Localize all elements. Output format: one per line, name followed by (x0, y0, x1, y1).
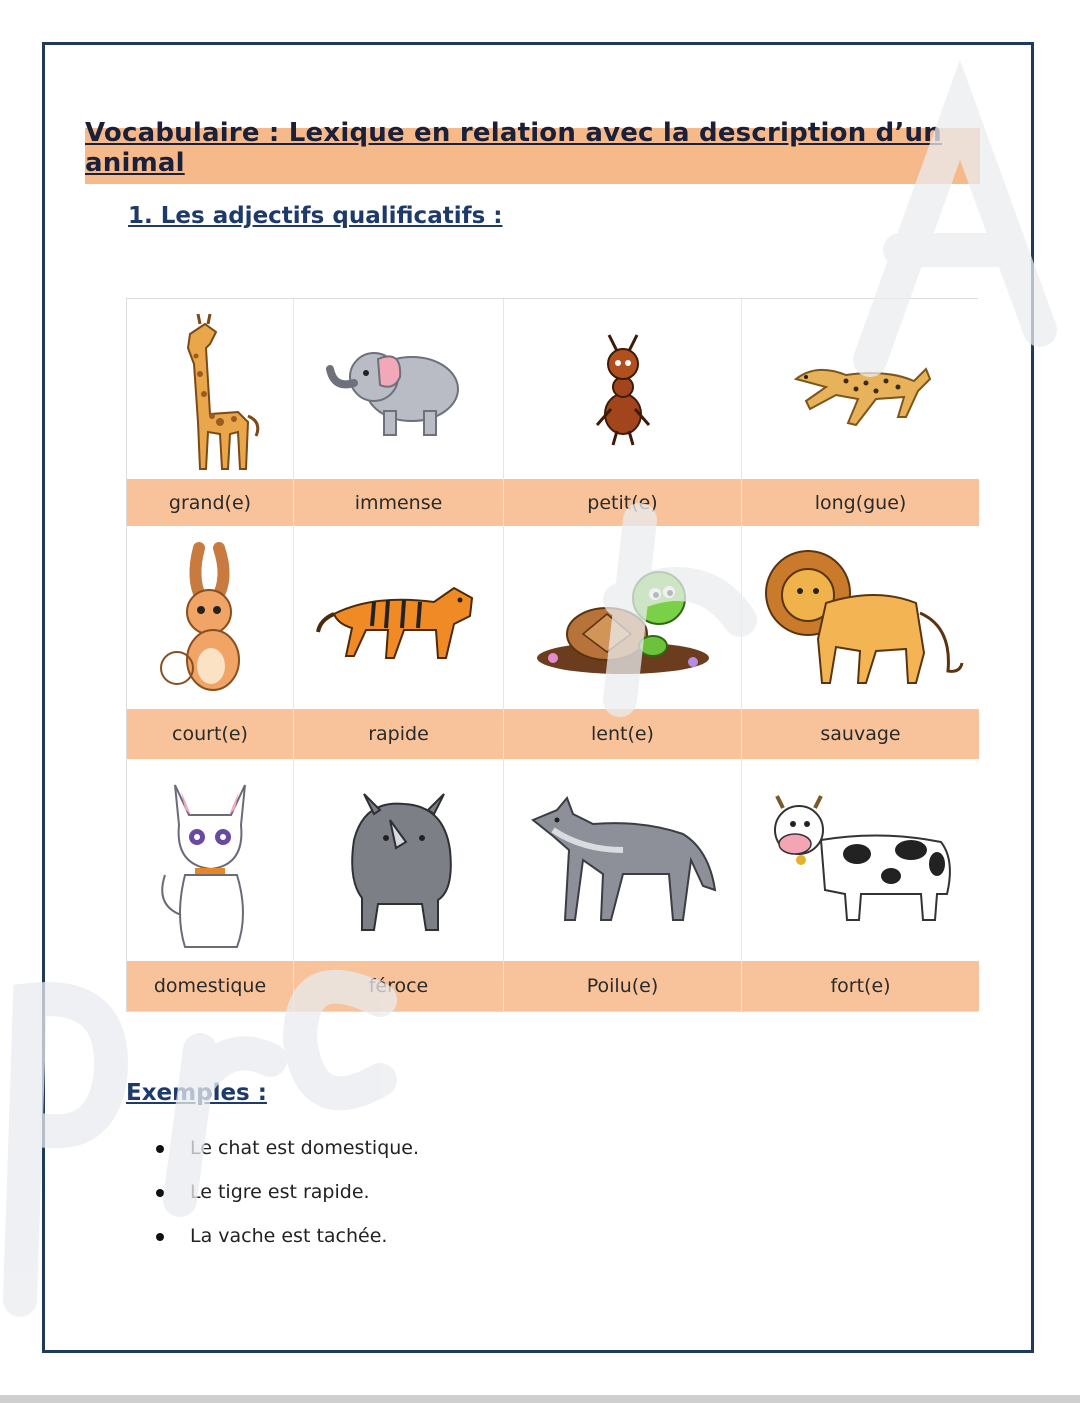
rabbit-icon (155, 538, 265, 698)
giraffe-icon (150, 304, 270, 474)
cheetah-icon (786, 339, 936, 439)
wolf-icon (523, 790, 723, 930)
adjective-label: long(gue) (742, 479, 979, 526)
adjective-label: Poilu(e) (504, 961, 742, 1011)
grid-image-cell (127, 299, 294, 479)
grid-image-cell (294, 299, 504, 479)
tiger-icon (314, 568, 484, 668)
grid-image-cell (504, 299, 742, 479)
ant-icon (583, 329, 663, 449)
grid-image-cell (294, 759, 504, 961)
adjective-label: sauvage (742, 709, 979, 759)
bullet-icon (156, 1189, 164, 1197)
grid-image-cell (504, 526, 742, 709)
examples-heading: Exemples : (126, 1080, 267, 1106)
grid-image-cell (504, 759, 742, 961)
title-bar (85, 118, 980, 184)
turtle-icon (533, 558, 713, 678)
example-text: Le chat est domestique. (190, 1137, 420, 1159)
adjective-label: petit(e) (504, 479, 742, 526)
bullet-icon (156, 1233, 164, 1241)
adjective-label: grand(e) (127, 479, 294, 526)
example-text: Le tigre est rapide. (190, 1181, 370, 1203)
grid-image-cell (127, 759, 294, 961)
adjective-label: lent(e) (504, 709, 742, 759)
grid-image-cell (742, 299, 979, 479)
grid-image-cell (127, 526, 294, 709)
adjective-label: fort(e) (742, 961, 979, 1011)
examples-list (152, 1130, 419, 1262)
adjective-label: immense (294, 479, 504, 526)
adjective-label: court(e) (127, 709, 294, 759)
grid-image-cell (742, 526, 979, 709)
cat-icon (145, 765, 275, 955)
adjective-label: féroce (294, 961, 504, 1011)
page-bottom-edge (0, 1395, 1080, 1403)
example-item (152, 1174, 419, 1218)
example-text: La vache est tachée. (190, 1225, 388, 1247)
example-item (152, 1130, 419, 1174)
grid-image-cell (742, 759, 979, 961)
section-heading: 1. Les adjectifs qualificatifs : (128, 203, 503, 229)
elephant-icon (324, 339, 474, 439)
bullet-icon (156, 1145, 164, 1153)
cow-icon (761, 790, 961, 930)
vocabulary-grid (126, 298, 978, 1012)
adjective-label: domestique (127, 961, 294, 1011)
lion-icon (756, 543, 966, 693)
adjective-label: rapide (294, 709, 504, 759)
grid-image-cell (294, 526, 504, 709)
example-item (152, 1218, 419, 1262)
page-title: Vocabulaire : Lexique en relation avec la description d’un animal (85, 118, 942, 178)
rhino-icon (334, 780, 464, 940)
